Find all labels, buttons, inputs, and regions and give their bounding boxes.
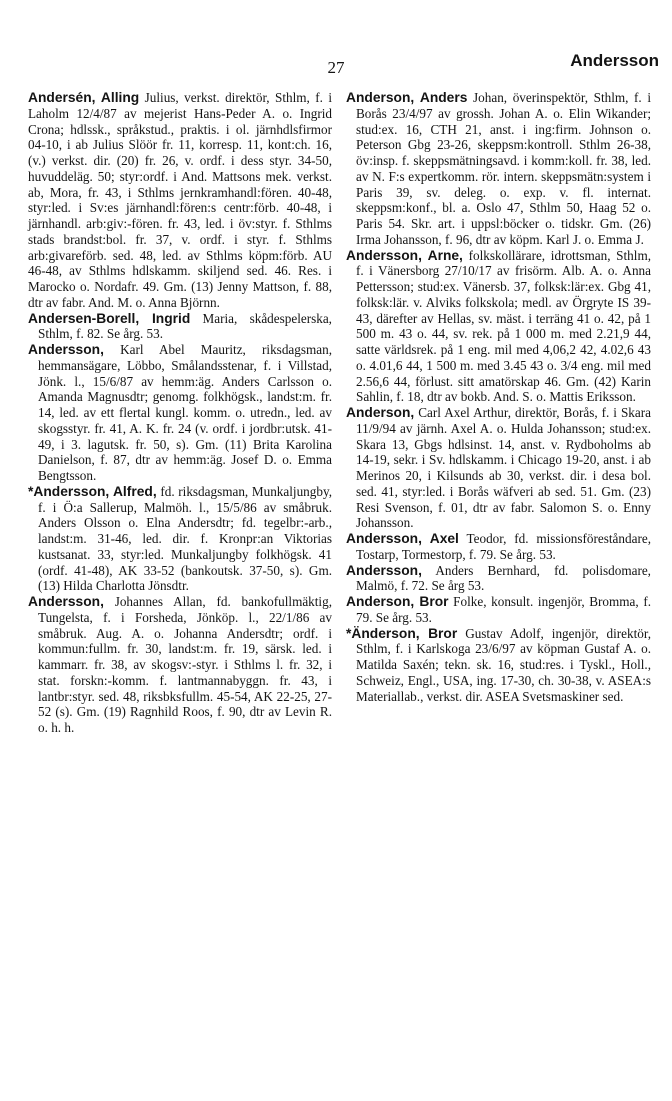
entry-name: Andersson, Arne, — [346, 247, 463, 263]
entry-name: Anderson, Bror — [346, 594, 449, 609]
left-column — [28, 90, 332, 736]
entry-text: Karl Abel Mauritz, riksdagsman, hemmansägare, Löbbo, Smålandsstenar, f. i Villstad, Jönk. l., 15/6/87 av hemm:äg. Anders Carlsson o. Amanda Magnusdtr; genomg. folkhögsk., landst:m. fr. 14, led. av ett flertal kungl. komm. o. utredn., led. av skogsstyr. fr. 41, A. K. fr. 24 (v. ordf. i jordbr:utsk. 41-49, i 3. lagutsk. fr. 50, s). Gm. (11) Brita Karolina Danielson, f. 87, dtr av hemm:äg. Josef D. o. Emma Bengtsson. — [38, 342, 332, 483]
entry — [346, 405, 651, 531]
entry — [28, 311, 332, 343]
entry-name: Andersson, — [346, 562, 422, 578]
entry — [346, 626, 651, 705]
entry — [346, 90, 651, 248]
entry-text: folkskollärare, idrottsman, Sthlm, f. i Vänersborg 27/10/17 av frisörm. Alb. A. o. Anna Pettersson; stud:ex. Vänersb. 37, folksk:lär:ex. Gbg 41, folksk:lär. v. Alviks folkskola; medl. av Örgryte IS 39-43, därefter av Hellas, sv. mäst. i terräng 41 o. 42, på 1 500 m. 43 o. 44, sv. rek. på 1 000 m. med 2.21,9 44, satte världsrek. på 1 eng. mil med 4,06,2 42, 4.02,6 43 o. 4.01,6 44, 1 500 m. med 3.45 43 o. 3/4 eng. mil med 2.56,6 44, förlust. sitt amatörskap 46. Gm. (42) Karin Sahlin, f. 18, dtr av bokb. And. S. o. Mattis Eriksson. — [356, 247, 651, 405]
entry-name: Anderson, Anders — [346, 90, 468, 105]
entry — [346, 594, 651, 626]
running-head: Andersson — [570, 51, 659, 70]
page-number: 27 — [327, 58, 345, 77]
entry — [28, 342, 332, 484]
entry-name: *Änderson, Bror — [346, 625, 458, 641]
entry-text: Julius, verkst. direktör, Sthlm, f. i Laholm 12/4/87 av mejerist Hans-Peder A. o. Ingrid Crona; hdlssk., språkstud., praktis. i ol. järnhdlsfirmor 04-10, i ab Julius Slöör fr. 11, korresp. 11, kont:ch. 16, (v.) verkst. dir. (20) fr. 26, v. ordf. i dess styr. 34-50, huvuddeläg. 50; styr:ordf. i And. Mattsons mek. verkst. ab, Mora, fr. 43, i Sthlms jernkramhandl:fören. 40-48, styr:led. i Sv:es järnhandl:fören:s centr:förb. 40-48, i järnhandl. arb:giv:-fören. fr. 43, led. i öv:styr. f. Sthlms stads brandst:bol. fr. 37, v. ordf. i styr. f. Sthlms arb:givareförb. sed. 48, led. av Sthlms köpm:förb. AU 46-48, av Sthlms hdlskamm. skiljend sed. 46. Res. i Marocko o. Nordafr. 49. Gm. (13) Jenny Mattson, f. 88, dtr av fabr. And. M. o. Anna Björnn. — [28, 90, 333, 310]
entry — [346, 248, 651, 406]
entry-text: Johan, överinspektör, Sthlm, f. i Borås 23/4/97 av grossh. Johan A. o. Elin Wikander; stud:ex. 16, CTH 21, anst. i ing:firm. Johnson o. Peterson Gbg 23-26, skeppsm:kontroll. Sthlm 26-38, öv:insp. f. skeppsmätningsavd. i komm:koll. fr. 38, led. av N. F:s expertkomm. rör. intern. skeppsmätn:system i Paris 39, sv. deleg. o. exp. v. fl. internat. skeppsm:konf., bl. a. Oslo 47, Sthlm 50, Haag 52 o. Paris 54. Skr. art. i uppsl:böcker o. tidskr. Gm. (26) Irma Johansson, f. 96, dtr av köpm. Karl J. o. Emma J. — [356, 90, 651, 247]
entry-text: Johannes Allan, fd. bankofullmäktig, Tungelsta, f. i Forsheda, Jönköp. l., 22/1/86 av småbruk. Aug. A. o. Johanna Andersdtr; ordf. i kommun:fullm. fr. 30, landst:m. fr. 19, särsk. led. i kammarr. fr. 38, av skogsv:-styr. i Sthlms l. fr. 32, i stat. forskn:-komm. f. lantmannabyggn. fr. 43, i lantbr:styr. sed. 48, riksbksfullm. 45-54, AK 22-25, 27-52 (s). Gm. (19) Ragnhild Roos, f. 90, dtr av Levin R. o. h. h. — [38, 594, 332, 735]
entry-text: Maria, skådespelerska, Sthlm, f. 82. Se årg. 53. — [38, 310, 332, 342]
entry — [346, 531, 651, 563]
entry — [28, 594, 332, 736]
entry-name: Anderson, — [346, 405, 415, 420]
entry-text: Anders Bernhard, fd. polisdomare, Malmö, f. 72. Se årg 53. — [356, 562, 651, 594]
entry — [28, 484, 332, 594]
entry-text: Gustav Adolf, ingenjör, direktör, Sthlm, f. i Karlskoga 23/6/97 av köpman Gustaf A. o. Matilda Saxén; tekn. sk. 16, stud:res. i Tyskl., Holl., Schweiz, Engl., USA, ing. 17-30, ch. 30-38, v. ASEA:s Materiallab., verkst. dir. ASEA Svetsmaskiner sed. — [356, 625, 651, 704]
entry-name: Andersson, — [28, 342, 104, 357]
entry-name: Andersen-Borell, Ingrid — [28, 310, 191, 326]
entry-name: Andersson, — [28, 594, 104, 609]
entry — [28, 90, 332, 311]
entry-name: *Andersson, Alfred, — [28, 483, 157, 499]
entry — [346, 563, 651, 595]
entry-name: Andersén, Alling — [28, 90, 140, 105]
entry-text: fd. riksdagsman, Munkaljungby, f. i Ö:a Sallerup, Malmöh. l., 15/5/86 av småbruk. Anders Olsson o. Elna Andersdtr; fd. tegelbr:-arb., landst:m. 31-46, led. dir. f. Kronpr:an Viktorias kustsanat. 33, styr:led. Munkaljungby folkhögsk. 41 (ordf. 41-48), AK 33-52 (bankoutsk. 37-50, s). Gm. (13) Hilda Charlotta Jönsdtr. — [38, 483, 332, 594]
entry-name: Andersson, Axel — [346, 531, 459, 546]
right-column — [346, 90, 651, 704]
entry-text: Carl Axel Arthur, direktör, Borås, f. i Skara 11/9/94 av järnh. Axel A. o. Hulda Johansson; stud:ex. Skara 13, Gbgs hdlsinst. 14, anst. v. Rydboholms ab 14-19, sekr. i Sv. hdlskamm. i Chicago 19-20, anst. i ab Merinos 20, i Kilsunds ab 30, verkst. dir. i desa bol. sed. 41, styr:led. i Borås wäfveri ab sed. 51. Gm. (23) Resi Svenson, f. 01, dtr av fabr. Salomon S. o. Enny Johansson. — [356, 405, 651, 531]
entry-text: Folke, konsult. ingenjör, Bromma, f. 79. Se årg. 53. — [356, 594, 652, 625]
entry-text: Teodor, fd. missionsföreståndare, Tostarp, Tormestorp, f. 79. Se årg. 53. — [356, 531, 651, 562]
